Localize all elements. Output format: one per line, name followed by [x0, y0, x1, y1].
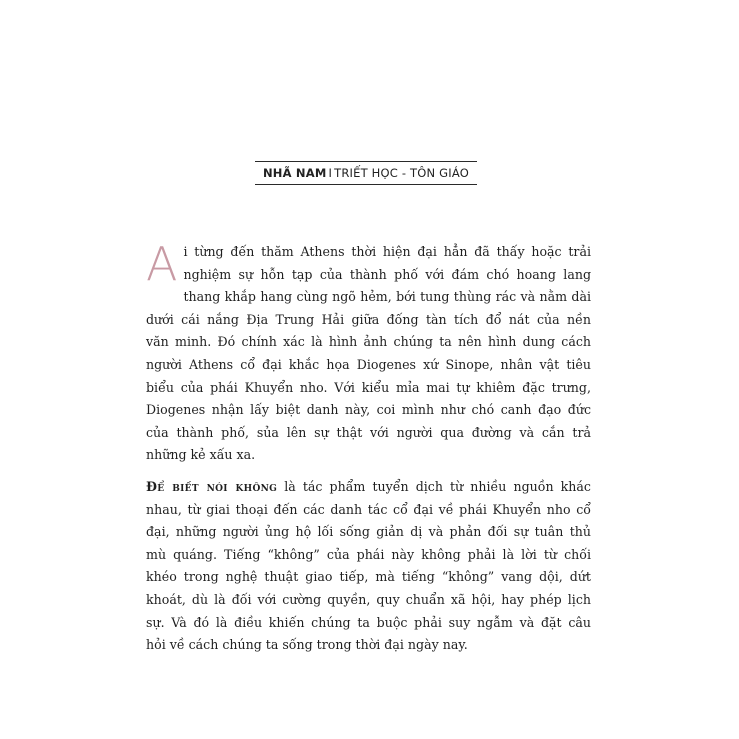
text-line: Diogenes nhận lấy biệt danh này, coi mình như chó canh đạo đức [146, 402, 591, 418]
text-line: những kẻ xấu xa. [146, 447, 256, 463]
text-line: nhau, từ giai thoại đến các danh tác cổ đại về phái Khuyển nho cổ [146, 501, 591, 517]
header-separator: I [328, 166, 333, 180]
text-line: sự. Và đó là điều khiến chúng ta buộc phải suy ngẫm và đặt câu [146, 614, 591, 630]
text-line [146, 476, 591, 499]
text-line-rest: là tác phẩm tuyển dịch từ nhiều nguồn khác [277, 478, 591, 494]
drop-cap: A [146, 237, 178, 291]
publisher-name: NHÃ NAM [262, 166, 327, 180]
text-line: mù quáng. Tiếng “không” của phái này không phải là lời từ chối [146, 546, 591, 562]
body-text [146, 237, 591, 657]
book-title: Để biết nói không [146, 478, 278, 494]
running-header [255, 161, 477, 185]
text-line: người Athens cổ đại khắc họa Diogenes xứ Sinope, nhân vật tiêu [146, 356, 591, 372]
text-line: hỏi về cách chúng ta sống trong thời đại ngày nay. [146, 637, 468, 653]
header-category: TRIẾT HỌC - TÔN GIÁO [334, 166, 470, 180]
text-line: nghiệm sự hỗn tạp của thành phố với đám chó hoang lang [183, 266, 591, 282]
text-line: khéo trong nghệ thuật giao tiếp, mà tiếng “không” vang dội, dứt [146, 569, 591, 585]
text-line: dưới cái nắng Địa Trung Hải giữa đống tàn tích đổ nát của nền [146, 311, 591, 327]
text-line: khoát, dù là đối với cường quyền, quy chuẩn xã hội, hay phép lịch [146, 591, 591, 607]
paragraph-intro [146, 237, 591, 467]
text-line: thang khắp hang cùng ngõ hẻm, bới tung thùng rác và nằm dài [183, 289, 591, 305]
text-line: của thành phố, sủa lên sự thật với người qua đường và cắn trả [146, 424, 591, 440]
text-line: văn minh. Đó chính xác là hình ảnh chúng ta nên hình dung cách [146, 334, 591, 350]
text-line: đại, những người ủng hộ lối sống giản dị và phản đối sự tuân thủ [146, 524, 591, 540]
text-line: i từng đến thăm Athens thời hiện đại hẳn đã thấy hoặc trải [183, 244, 591, 259]
paragraph-book-description [146, 476, 591, 657]
text-line: biểu của phái Khuyển nho. Với kiểu mỉa mai tự khiêm đặc trưng, [146, 379, 591, 395]
